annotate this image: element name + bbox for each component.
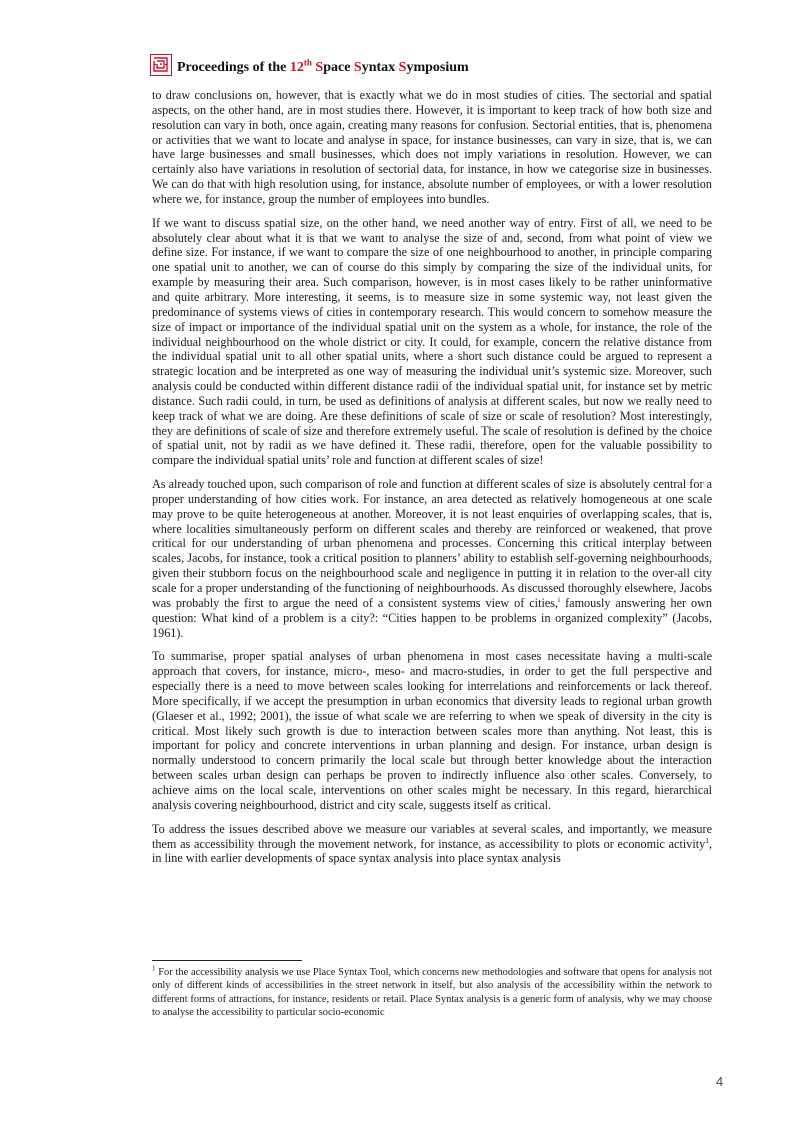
body-text <box>152 88 712 875</box>
title-s3-rest: ymposium <box>406 60 469 75</box>
title-s3-initial: S <box>398 60 407 75</box>
paragraph-5-text: To address the issues described above we measure our variables at several scales, and importantly, we measure them as accessibility through the movement network, for instance, as accessibility to plots or economic activity <box>152 821 712 851</box>
paragraph-3-text: As already touched upon, such comparison of role and function at different scales of size is absolutely central for a proper understanding of how cities work. For instance, an area detected as relatively homogeneous at one scale may prove to be quite heterogeneous at another. Moreover, it is not least enquiries of overlapping scales, that is, where localities simultaneously perform on different scales and thereby are reinforced or weakened, that prove critical for our understanding of urban phenomena and processes. Concerning this critical interplay between scales, Jacobs, for instance, took a critical position to planners’ ability to establish self-governing neighbourhoods, given their stubborn focus on the neighbourhood scale and negligence in putting it in relation to the over-all city scale for a proper understanding of the functioning of neighbourhoods. As discussed thoroughly elsewhere, Jacobs was probably the first to argue the need of a consistent systems view of cities, <box>152 477 712 610</box>
title-s1-rest: pace <box>323 60 354 75</box>
footnote-divider <box>152 960 302 961</box>
maze-seal-icon <box>150 54 172 76</box>
title-number: 12 <box>289 60 304 75</box>
proceedings-title <box>177 57 469 76</box>
paragraph-3-tail: famously answering her own question: What kind of a problem is a city?: “Cities happen to be problems in organized complexity” (Jacobs, 1961). <box>152 595 712 640</box>
footnote-mark: 1 <box>152 964 156 973</box>
paragraph-5 <box>152 822 712 867</box>
title-superscript: th <box>303 57 312 68</box>
footnote-reference: 1 <box>705 835 709 845</box>
proceedings-header <box>150 48 469 76</box>
page-number: 4 <box>716 1074 724 1089</box>
paragraph-5-tail: , in line with earlier developments of space syntax analysis into place syntax analysis <box>152 836 712 866</box>
paragraph-2: If we want to discuss spatial size, on the other hand, we need another way of entry. First of all, we need to be absolutely clear about what it is that we want to analyse the size of and, second, from what point of view we define size. For instance, if we want to compare the size of one neighbourhood to another, in principle comparing one spatial unit to another, we can of course do this simply by comparing the size of the individual units, for example by measuring their area. Such comparison, however, is in most cases likely to be rather uninformative and quite arbitrary. More interesting, it seems, is to measure size in some systemic way, not least given the predominance of systems views of cities in contemporary research. This would concern to somehow measure the size of impact or importance of the individual spatial unit on the system as a whole, for instance, the role of the individual neighbourhood on the whole district or city. It could, for example, concern the relative distance from the individual spatial unit to all other spatial units, where a short such distance could be argued to represent a strategic location and be interpreted as one way of measuring the individual unit’s systemic size. Moreover, such analysis could be conducted within different distance radii of the individual spatial unit, for instance set by metric distance. Such radii could, in turn, be used as definitions of analysis at different scales, but now we really need to keep track of what we are doing. Are these definitions of scale of size or scale of resolution? Most interestingly, they are definitions of scale of size and therefore extremely useful. The scale of resolution is defined by the choice of spatial unit, not by radii as we have defined it. These radii, therefore, open for the valuable possibility to compare the individual spatial units’ role and function at different scales of size! <box>152 215 712 468</box>
footnote <box>152 966 712 1020</box>
endnote-mark: i <box>558 594 561 604</box>
title-s1-initial: S <box>315 60 324 75</box>
footnote-text: For the accessibility analysis we use Place Syntax Tool, which concerns new methodologies and software that opens for analysis not only of different kinds of accessibilities in the street network in itself, but also analysis of the accessibility within the network to different forms of attractions, for instance, residents or retail. Place Syntax analysis is a generic form of analysis, why we may choose to analyse the accessibility to particular socio-economic <box>152 967 712 1019</box>
title-s2-initial: S <box>353 60 362 75</box>
paragraph-4: To summarise, proper spatial analyses of urban phenomena in most cases necessitate having a multi-scale approach that covers, for instance, micro-, meso- and macro-studies, in order to get the full perspective and especially there is a need to move between scales looking for interrelations and reinforcements or lack thereof. More specifically, if we accept the presumption in urban economics that diversity leads to regional urban growth (Glaeser et al., 1992; 2001), the issue of what scale we are referring to when we speak of diversity in the city is critical. Most likely such growth is due to interaction between scales more than anything. Not least, this is important for policy and concrete interventions in urban planning and design. For instance, urban design is normally understood to concern primarily the local scale but through better knowledge about the interaction between scales urban design can perhaps be proven to indirectly influence also other scales. Conversely, to achieve aims on the local scale, interventions on other scales might be necessary. In this regard, hierarchical analysis covering neighbourhood, district and city scale, suggests itself as critical. <box>152 649 712 812</box>
paragraph-3 <box>152 477 712 640</box>
maze-seal-graphic <box>151 55 170 74</box>
title-part1: Proceedings of the <box>177 60 290 75</box>
title-s2-rest: yntax <box>361 60 399 75</box>
paragraph-1: to draw conclusions on, however, that is exactly what we do in most studies of cities. The sectorial and spatial aspects, on the other hand, are in most studies there. However, it is important to keep track of how both size and resolution can vary in both, once again, creating many reasons for confusion. Sectorial entities, that is, phenomena or activities that we want to locate and analyse in space, for instance businesses, can vary in size, that is, we can have large businesses and small businesses, which does not imply variations in resolution. However, we can certainly also have variations in resolution of sectorial data, for instance, in how we categorise size in businesses. We can do that with high resolution using, for instance, absolute number of employees, or with a lower resolution where we, for instance, group the number of employees into bundles. <box>152 88 712 206</box>
